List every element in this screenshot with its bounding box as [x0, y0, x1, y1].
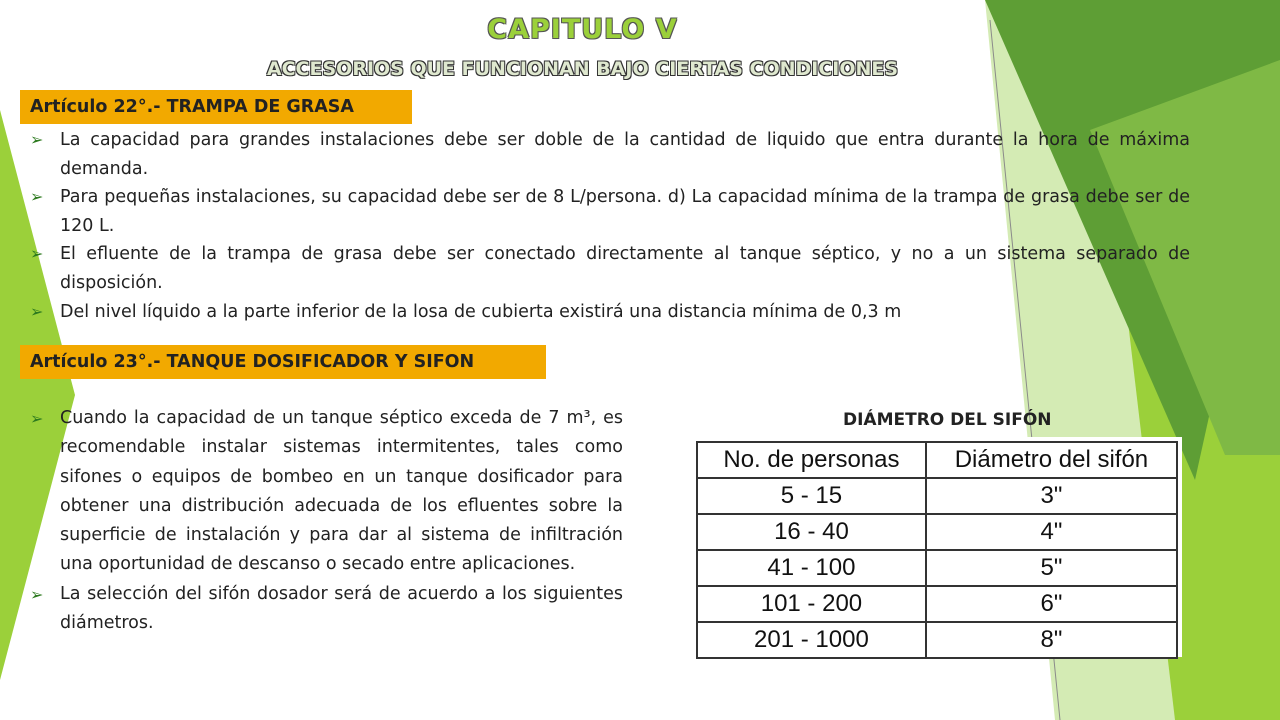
table-row [697, 550, 1177, 586]
cell-personas: 5 - 15 [697, 478, 926, 514]
list-item [22, 240, 1190, 297]
cell-personas: 101 - 200 [697, 586, 926, 622]
siphon-diameter-table [696, 441, 1178, 659]
bullet-list-tanque-dosificador [22, 404, 623, 638]
table-row [697, 586, 1177, 622]
arrow-right-icon: ➢ [30, 187, 44, 207]
arrow-right-icon: ➢ [30, 301, 44, 321]
bullet-text: La selección del sifón dosador será de acuerdo a los siguientes diámetros. [60, 583, 623, 634]
siphon-diameter-table-container [690, 437, 1182, 657]
section-heading-tanque-dosificador: Artículo 23°.- TANQUE DOSIFICADOR Y SIFON [20, 345, 546, 379]
cell-diametro: 6" [926, 586, 1177, 622]
arrow-right-icon: ➢ [30, 584, 44, 604]
cell-personas: 41 - 100 [697, 550, 926, 586]
column-header-diametro: Diámetro del sifón [926, 442, 1177, 478]
column-header-personas: No. de personas [697, 442, 926, 478]
list-item [22, 580, 623, 639]
table-row [697, 478, 1177, 514]
bullet-text: Del nivel líquido a la parte inferior de la losa de cubierta existirá una distancia mínima de 0,3 m [60, 301, 902, 322]
arrow-right-icon: ➢ [30, 409, 44, 428]
arrow-right-icon: ➢ [30, 130, 44, 149]
table-title: DIÁMETRO DEL SIFÓN [843, 410, 1052, 430]
cell-diametro: 8" [926, 622, 1177, 658]
cell-diametro: 5" [926, 550, 1177, 586]
bullet-text: Cuando la capacidad de un tanque séptico exceda de 7 m³, es recomendable instalar sistemas intermitentes, tales como sifones o equipos de bombeo en un tanque dosificador para obtener una distribución adecuada de los efluentes sobre la superficie de instalación y para dar al sistema de infiltración una oportunidad de descanso o secado entre aplicaciones. [60, 408, 623, 575]
table-row [697, 514, 1177, 550]
table-row [697, 622, 1177, 658]
cell-personas: 201 - 1000 [697, 622, 926, 658]
bullet-text: Para pequeñas instalaciones, su capacidad debe ser de 8 L/persona. d) La capacidad mínima de la trampa de grasa debe ser de 120 L. [60, 187, 1190, 236]
list-item [22, 298, 1190, 327]
bullet-list-trampa-de-grasa [22, 126, 1190, 326]
list-item [22, 183, 1190, 240]
cell-personas: 16 - 40 [697, 514, 926, 550]
cell-diametro: 4" [926, 514, 1177, 550]
arrow-right-icon: ➢ [30, 244, 44, 264]
list-item [22, 126, 1190, 183]
section-heading-trampa-de-grasa: Artículo 22°.- TRAMPA DE GRASA [20, 90, 412, 124]
cell-diametro: 3" [926, 478, 1177, 514]
chapter-title: CAPITULO V [487, 14, 678, 45]
chapter-subtitle: ACCESORIOS QUE FUNCIONAN BAJO CIERTAS CONDICIONES [266, 58, 899, 80]
bullet-text: El efluente de la trampa de grasa debe ser conectado directamente al tanque séptico, y no a un sistema separado de disposición. [60, 244, 1190, 293]
bullet-text: La capacidad para grandes instalaciones debe ser doble de la cantidad de liquido que entra durante la hora de máxima demanda. [60, 130, 1190, 179]
table-header-row [697, 442, 1177, 478]
list-item [22, 404, 623, 580]
